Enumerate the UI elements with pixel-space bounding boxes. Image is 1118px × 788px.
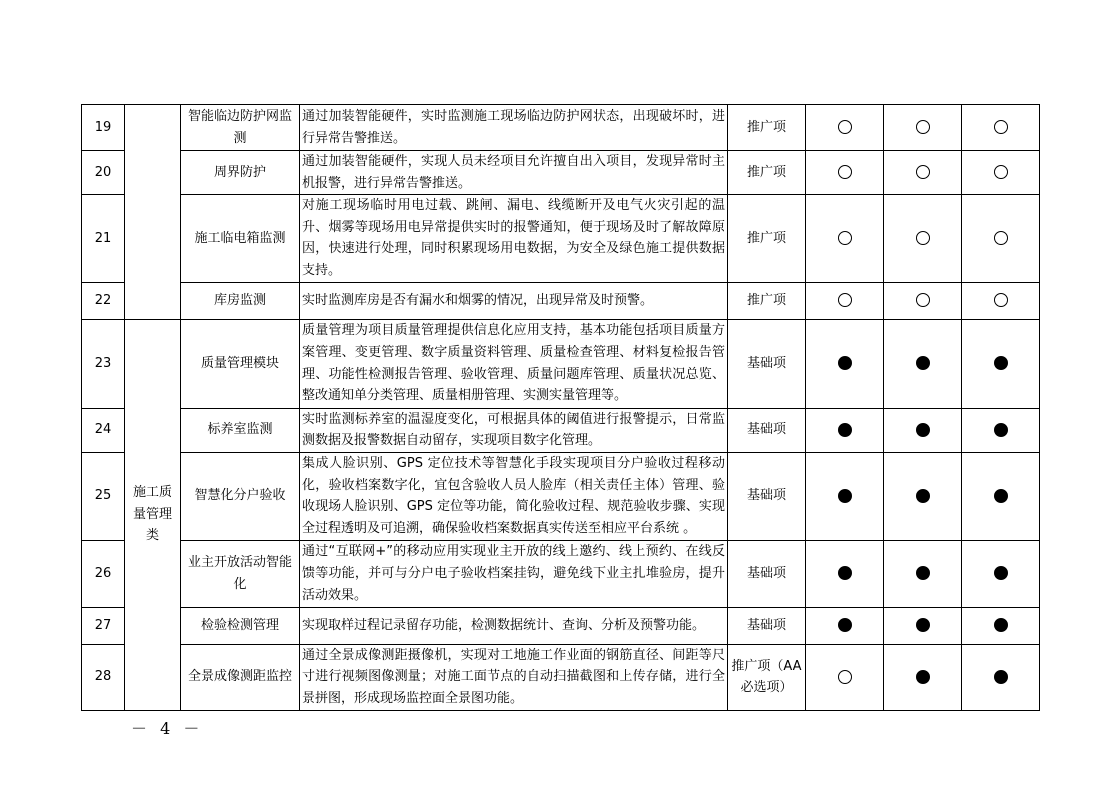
item-type: 基础项: [728, 408, 806, 452]
circle-mark-icon: [994, 566, 1008, 580]
circle-mark-icon: [916, 489, 930, 503]
item-description: 实现取样过程记录留存功能，检测数据统计、查询、分析及预警功能。: [300, 607, 728, 644]
item-description: 通过加装智能硬件，实现人员未经项目允许擅自出入项目，发现异常时主机报警，进行异常告警推送。: [300, 151, 728, 195]
row-number: 19: [82, 105, 125, 151]
item-name: 全景成像测距监控: [181, 644, 300, 710]
table-row: [82, 452, 1040, 540]
row-number: 22: [82, 282, 125, 319]
row-number: 24: [82, 408, 125, 452]
category-cell: 施工质量管理类: [125, 319, 181, 710]
circle-mark-icon: [838, 356, 852, 370]
row-number: 23: [82, 319, 125, 408]
circle-mark-icon: [994, 165, 1008, 179]
item-name: 周界防护: [181, 151, 300, 195]
row-number: 21: [82, 195, 125, 282]
item-type: 推广项: [728, 282, 806, 319]
circle-mark-icon: [838, 566, 852, 580]
table-row: [82, 644, 1040, 710]
category-cell: [125, 105, 181, 320]
circle-mark-icon: [838, 489, 852, 503]
item-type: 基础项: [728, 319, 806, 408]
item-description: 质量管理为项目质量管理提供信息化应用支持，基本功能包括项目质量方案管理、变更管理、数字质量资料管理、质量检查管理、材料复检报告管理、功能性检测报告管理、验收管理、质量问题库管理、质量状况总览、整改通知单分类管理、质量相册管理、实测实量管理等。: [300, 319, 728, 408]
row-number: 20: [82, 151, 125, 195]
circle-mark-icon: [838, 423, 852, 437]
item-description: 实时监测库房是否有漏水和烟雾的情况，出现异常及时预警。: [300, 282, 728, 319]
circle-mark-icon: [916, 618, 930, 632]
item-name: 业主开放活动智能化: [181, 540, 300, 607]
item-name: 库房监测: [181, 282, 300, 319]
circle-mark-icon: [916, 423, 930, 437]
item-type: 推广项: [728, 151, 806, 195]
circle-mark-icon: [994, 670, 1008, 684]
item-description: 通过“互联网+”的移动应用实现业主开放的线上邀约、线上预约、在线反馈等功能，并可与分户电子验收档案挂钩，避免线下业主扎堆验房，提升活动效果。: [300, 540, 728, 607]
circle-mark-icon: [994, 120, 1008, 134]
row-number: 27: [82, 607, 125, 644]
item-type: 推广项: [728, 195, 806, 282]
table-row: [82, 282, 1040, 319]
circle-mark-icon: [916, 566, 930, 580]
table-row: [82, 408, 1040, 452]
circle-mark-icon: [838, 618, 852, 632]
item-type: 推广项（AA 必选项）: [728, 644, 806, 710]
circle-mark-icon: [916, 231, 930, 245]
item-type: 推广项: [728, 105, 806, 151]
circle-mark-icon: [916, 293, 930, 307]
circle-mark-icon: [916, 356, 930, 370]
table-row: [82, 151, 1040, 195]
circle-mark-icon: [838, 120, 852, 134]
item-description: 通过加装智能硬件，实时监测施工现场临边防护网状态，出现破坏时，进行异常告警推送。: [300, 105, 728, 151]
item-name: 检验检测管理: [181, 607, 300, 644]
item-description: 对施工现场临时用电过载、跳闸、漏电、线缆断开及电气火灾引起的温升、烟雾等现场用电异常提供实时的报警通知，便于现场及时了解故障原因，快速进行处理，同时积累现场用电数据，为安全及绿色施工提供数据支持。: [300, 195, 728, 282]
circle-mark-icon: [994, 423, 1008, 437]
item-name: 智能临边防护网监测: [181, 105, 300, 151]
table-row: [82, 607, 1040, 644]
circle-mark-icon: [994, 293, 1008, 307]
item-type: 基础项: [728, 607, 806, 644]
circle-mark-icon: [994, 618, 1008, 632]
item-name: 质量管理模块: [181, 319, 300, 408]
page-number: － 4 －: [131, 719, 204, 738]
circle-mark-icon: [838, 165, 852, 179]
circle-mark-icon: [994, 356, 1008, 370]
item-description: 实时监测标养室的温湿度变化，可根据具体的阈值进行报警提示，日常监测数据及报警数据自动留存，实现项目数字化管理。: [300, 408, 728, 452]
item-name: 智慧化分户验收: [181, 452, 300, 540]
table-row: [82, 319, 1040, 408]
item-description: 集成人脸识别、GPS 定位技术等智慧化手段实现项目分户验收过程移动化，验收档案数字化，宜包含验收人员人脸库（相关责任主体）管理、验收现场人脸识别、GPS 定位等功能，简化验收过程、规范验收步骤、实现全过程透明及可追溯，确保验收档案数据真实传送至相应平台系统 。: [300, 452, 728, 540]
circle-mark-icon: [916, 120, 930, 134]
circle-mark-icon: [838, 293, 852, 307]
circle-mark-icon: [916, 670, 930, 684]
circle-mark-icon: [994, 231, 1008, 245]
item-name: 施工临电箱监测: [181, 195, 300, 282]
item-type: 基础项: [728, 452, 806, 540]
table-row: [82, 105, 1040, 151]
circle-mark-icon: [838, 670, 852, 684]
item-name: 标养室监测: [181, 408, 300, 452]
table-row: [82, 195, 1040, 282]
row-number: 26: [82, 540, 125, 607]
circle-mark-icon: [916, 165, 930, 179]
circle-mark-icon: [838, 231, 852, 245]
item-description: 通过全景成像测距摄像机，实现对工地施工作业面的钢筋直径、间距等尺寸进行视频图像测量；对施工面节点的自动扫描截图和上传存储，进行全景拼图，形成现场监控面全景图功能。: [300, 644, 728, 710]
item-type: 基础项: [728, 540, 806, 607]
spec-table: [81, 104, 1040, 711]
row-number: 28: [82, 644, 125, 710]
circle-mark-icon: [994, 489, 1008, 503]
row-number: 25: [82, 452, 125, 540]
table-row: [82, 540, 1040, 607]
